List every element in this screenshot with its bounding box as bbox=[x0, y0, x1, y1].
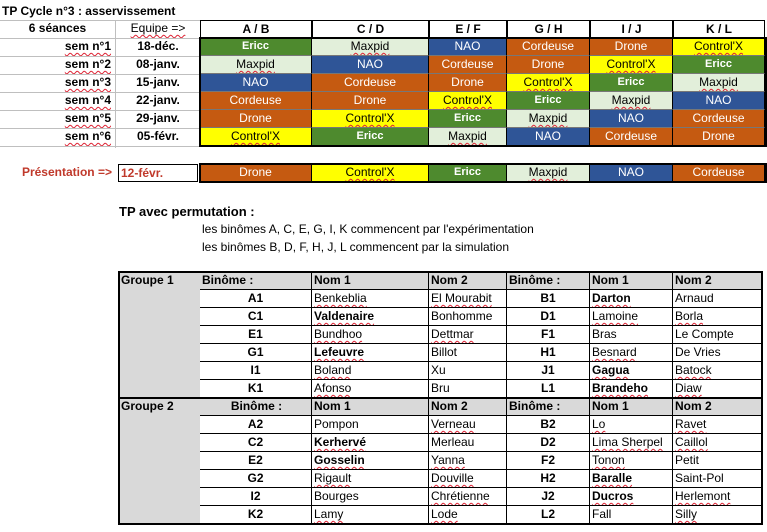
schedule-cell[interactable]: Control'X bbox=[673, 38, 765, 56]
column-header: Nom 2 bbox=[429, 398, 507, 416]
schedule-cell[interactable]: Cordeuse bbox=[590, 128, 673, 146]
permutation-line1: les binômes A, C, E, G, I, K commencent par l'expérimentation bbox=[202, 222, 534, 236]
binome-cell[interactable]: I2 bbox=[200, 488, 312, 506]
column-header: Nom 2 bbox=[673, 272, 762, 290]
schedule-cell[interactable]: Drone bbox=[590, 38, 673, 56]
binome-cell[interactable]: J1 bbox=[507, 362, 590, 380]
grid-line bbox=[0, 146, 200, 147]
grid-line bbox=[0, 20, 200, 21]
schedule-cell[interactable]: Drone bbox=[507, 56, 590, 74]
week-date: 22-janv. bbox=[136, 93, 180, 107]
schedule-cell[interactable]: Cordeuse bbox=[312, 74, 429, 92]
equipe-label: Equipe => bbox=[130, 21, 186, 35]
column-header: Binôme : bbox=[200, 272, 312, 290]
name-cell[interactable]: Gosselin bbox=[312, 452, 429, 470]
name-cell[interactable]: De Vries bbox=[673, 344, 762, 362]
group-label: Groupe 1 bbox=[121, 273, 174, 287]
group-label-bg bbox=[119, 272, 200, 398]
name-cell[interactable]: Baralle bbox=[590, 470, 673, 488]
column-header: Nom 1 bbox=[312, 272, 429, 290]
binome-cell[interactable]: G2 bbox=[200, 470, 312, 488]
week-date: 18-déc. bbox=[137, 39, 179, 53]
name-cell[interactable]: Darton bbox=[590, 290, 673, 308]
name-cell[interactable]: Dettmar bbox=[429, 326, 507, 344]
name-cell[interactable]: Lo bbox=[590, 416, 673, 434]
schedule-cell[interactable]: Control'X bbox=[590, 56, 673, 74]
presentation-cell[interactable]: NAO bbox=[590, 164, 673, 182]
binome-cell[interactable]: C2 bbox=[200, 434, 312, 452]
binome-cell[interactable]: H2 bbox=[507, 470, 590, 488]
name-cell[interactable]: Silly bbox=[673, 506, 762, 524]
presentation-label: Présentation => bbox=[21, 165, 112, 179]
binome-cell[interactable]: B1 bbox=[507, 290, 590, 308]
name-cell[interactable]: Arnaud bbox=[673, 290, 762, 308]
schedule-cell[interactable]: Drone bbox=[429, 74, 507, 92]
binome-cell[interactable]: G1 bbox=[200, 344, 312, 362]
schedule-cell[interactable]: Control'X bbox=[507, 74, 590, 92]
schedule-cell[interactable]: Cordeuse bbox=[200, 92, 312, 110]
schedule-cell[interactable]: Maxpid bbox=[673, 74, 765, 92]
binome-cell[interactable]: L2 bbox=[507, 506, 590, 524]
schedule-cell[interactable]: Ericc bbox=[312, 128, 429, 146]
schedule-cell[interactable]: NAO bbox=[429, 38, 507, 56]
name-cell[interactable]: Ravet bbox=[673, 416, 762, 434]
schedule-cell[interactable]: Drone bbox=[312, 92, 429, 110]
binome-cell[interactable]: B2 bbox=[507, 416, 590, 434]
schedule-cell[interactable]: Ericc bbox=[673, 56, 765, 74]
schedule-cell[interactable]: NAO bbox=[507, 128, 590, 146]
column-header: I / J bbox=[590, 20, 673, 38]
name-cell[interactable]: Caillol bbox=[673, 434, 762, 452]
name-cell[interactable]: Fall bbox=[590, 506, 673, 524]
name-cell[interactable]: Borla bbox=[673, 308, 762, 326]
schedule-cell[interactable]: Maxpid bbox=[429, 128, 507, 146]
binome-cell[interactable]: A1 bbox=[200, 290, 312, 308]
binome-cell[interactable]: H1 bbox=[507, 344, 590, 362]
schedule-cell[interactable]: Maxpid bbox=[507, 110, 590, 128]
permutation-title: TP avec permutation : bbox=[119, 204, 255, 219]
week-label: sem n°2 bbox=[64, 57, 111, 71]
column-header: Binôme : bbox=[200, 398, 312, 416]
schedule-cell[interactable]: NAO bbox=[312, 56, 429, 74]
schedule-cell[interactable]: Cordeuse bbox=[507, 38, 590, 56]
schedule-cell[interactable]: NAO bbox=[200, 74, 312, 92]
column-header: Nom 1 bbox=[312, 398, 429, 416]
name-cell[interactable]: Kerhervé bbox=[312, 434, 429, 452]
name-cell[interactable]: Boland bbox=[312, 362, 429, 380]
binome-cell[interactable]: D1 bbox=[507, 308, 590, 326]
name-cell[interactable]: Tonon bbox=[590, 452, 673, 470]
binome-cell[interactable]: A2 bbox=[200, 416, 312, 434]
schedule-cell[interactable]: Maxpid bbox=[590, 92, 673, 110]
name-cell[interactable]: Bourges bbox=[312, 488, 429, 506]
week-date: 29-janv. bbox=[136, 111, 180, 125]
sheet-title: TP Cycle n°3 : asservissement bbox=[2, 4, 176, 18]
binome-cell[interactable]: E1 bbox=[200, 326, 312, 344]
schedule-cell[interactable]: Ericc bbox=[507, 92, 590, 110]
name-cell[interactable]: Rigault bbox=[312, 470, 429, 488]
name-cell[interactable]: Lima Sherpel bbox=[590, 434, 673, 452]
seances-label: 6 séances bbox=[28, 21, 87, 35]
name-cell[interactable]: Lefeuvre bbox=[312, 344, 429, 362]
name-cell[interactable]: Valdenaire bbox=[312, 308, 429, 326]
presentation-cell[interactable]: Ericc bbox=[429, 164, 507, 182]
name-cell[interactable]: Diaw bbox=[673, 380, 762, 398]
column-header: G / H bbox=[507, 20, 590, 38]
binome-cell[interactable]: D2 bbox=[507, 434, 590, 452]
schedule-cell[interactable]: Control'X bbox=[200, 128, 312, 146]
week-label: sem n°3 bbox=[64, 75, 111, 89]
name-cell[interactable]: Benkeblia bbox=[312, 290, 429, 308]
name-cell[interactable]: Ducros bbox=[590, 488, 673, 506]
binome-cell[interactable]: K1 bbox=[200, 380, 312, 398]
group-label-bg bbox=[119, 398, 200, 524]
schedule-cell[interactable]: Maxpid bbox=[200, 56, 312, 74]
name-cell[interactable]: Besnard bbox=[590, 344, 673, 362]
name-cell[interactable]: Afonso bbox=[312, 380, 429, 398]
name-cell[interactable]: Chrétienne bbox=[429, 488, 507, 506]
column-header: Nom 2 bbox=[673, 398, 762, 416]
name-cell[interactable]: Xu bbox=[429, 362, 507, 380]
name-cell[interactable]: Batock bbox=[673, 362, 762, 380]
schedule-cell[interactable]: NAO bbox=[673, 92, 765, 110]
column-header: Binôme : bbox=[507, 272, 590, 290]
column-header: Nom 1 bbox=[590, 398, 673, 416]
schedule-cell[interactable]: Maxpid bbox=[312, 38, 429, 56]
name-cell[interactable]: Lamy bbox=[312, 506, 429, 524]
schedule-cell[interactable]: Ericc bbox=[590, 74, 673, 92]
name-cell[interactable]: Yanna bbox=[429, 452, 507, 470]
name-cell[interactable]: Lamoine bbox=[590, 308, 673, 326]
column-header: Nom 2 bbox=[429, 272, 507, 290]
presentation-date: 12-févr. bbox=[118, 164, 198, 182]
schedule-cell[interactable]: Cordeuse bbox=[673, 110, 765, 128]
name-cell[interactable]: Verneau bbox=[429, 416, 507, 434]
week-label: sem n°1 bbox=[64, 39, 111, 53]
name-cell[interactable]: Pompon bbox=[312, 416, 429, 434]
schedule-cell[interactable]: Ericc bbox=[429, 110, 507, 128]
presentation-cell[interactable]: Cordeuse bbox=[673, 164, 765, 182]
name-cell[interactable]: Bru bbox=[429, 380, 507, 398]
name-cell[interactable]: El Mourabit bbox=[429, 290, 507, 308]
column-header: E / F bbox=[429, 20, 507, 38]
week-label: sem n°6 bbox=[64, 129, 111, 143]
name-cell[interactable]: Gagua bbox=[590, 362, 673, 380]
schedule-cell[interactable]: NAO bbox=[590, 110, 673, 128]
week-label: sem n°4 bbox=[64, 93, 111, 107]
name-cell[interactable]: Bras bbox=[590, 326, 673, 344]
name-cell[interactable]: Bundhoo bbox=[312, 326, 429, 344]
column-header: Nom 1 bbox=[590, 272, 673, 290]
column-header: A / B bbox=[200, 20, 312, 38]
schedule-cell[interactable]: Drone bbox=[673, 128, 765, 146]
name-cell[interactable]: Lode bbox=[429, 506, 507, 524]
schedule-cell[interactable]: Control'X bbox=[312, 110, 429, 128]
name-cell[interactable]: Billot bbox=[429, 344, 507, 362]
schedule-cell[interactable]: Control'X bbox=[429, 92, 507, 110]
binome-cell[interactable]: C1 bbox=[200, 308, 312, 326]
week-date: 15-janv. bbox=[136, 75, 180, 89]
presentation-cell[interactable]: Maxpid bbox=[507, 164, 590, 182]
name-cell[interactable]: Petit bbox=[673, 452, 762, 470]
presentation-cell[interactable]: Drone bbox=[200, 164, 312, 182]
binome-cell[interactable]: F2 bbox=[507, 452, 590, 470]
group-label: Groupe 2 bbox=[121, 399, 174, 413]
column-header: C / D bbox=[312, 20, 429, 38]
week-date: 08-janv. bbox=[136, 57, 180, 71]
binome-cell[interactable]: L1 bbox=[507, 380, 590, 398]
schedule-cell[interactable]: Cordeuse bbox=[429, 56, 507, 74]
column-header: K / L bbox=[673, 20, 765, 38]
name-cell[interactable]: Merleau bbox=[429, 434, 507, 452]
name-cell[interactable]: Herlemont bbox=[673, 488, 762, 506]
schedule-cell[interactable]: Ericc bbox=[200, 38, 312, 56]
permutation-line2: les binômes B, D, F, H, J, L commencent par la simulation bbox=[202, 240, 510, 254]
name-cell[interactable]: Saint-Pol bbox=[673, 470, 762, 488]
binome-cell[interactable]: J2 bbox=[507, 488, 590, 506]
name-cell[interactable]: Brandeho bbox=[590, 380, 673, 398]
binome-cell[interactable]: E2 bbox=[200, 452, 312, 470]
binome-cell[interactable]: F1 bbox=[507, 326, 590, 344]
name-cell[interactable]: Douville bbox=[429, 470, 507, 488]
presentation-cell[interactable]: Control'X bbox=[312, 164, 429, 182]
column-header: Binôme : bbox=[507, 398, 590, 416]
binome-cell[interactable]: I1 bbox=[200, 362, 312, 380]
schedule-cell[interactable]: Drone bbox=[200, 110, 312, 128]
name-cell[interactable]: Bonhomme bbox=[429, 308, 507, 326]
binome-cell[interactable]: K2 bbox=[200, 506, 312, 524]
week-label: sem n°5 bbox=[64, 111, 111, 125]
week-date: 05-févr. bbox=[136, 129, 180, 143]
name-cell[interactable]: Le Compte bbox=[673, 326, 762, 344]
